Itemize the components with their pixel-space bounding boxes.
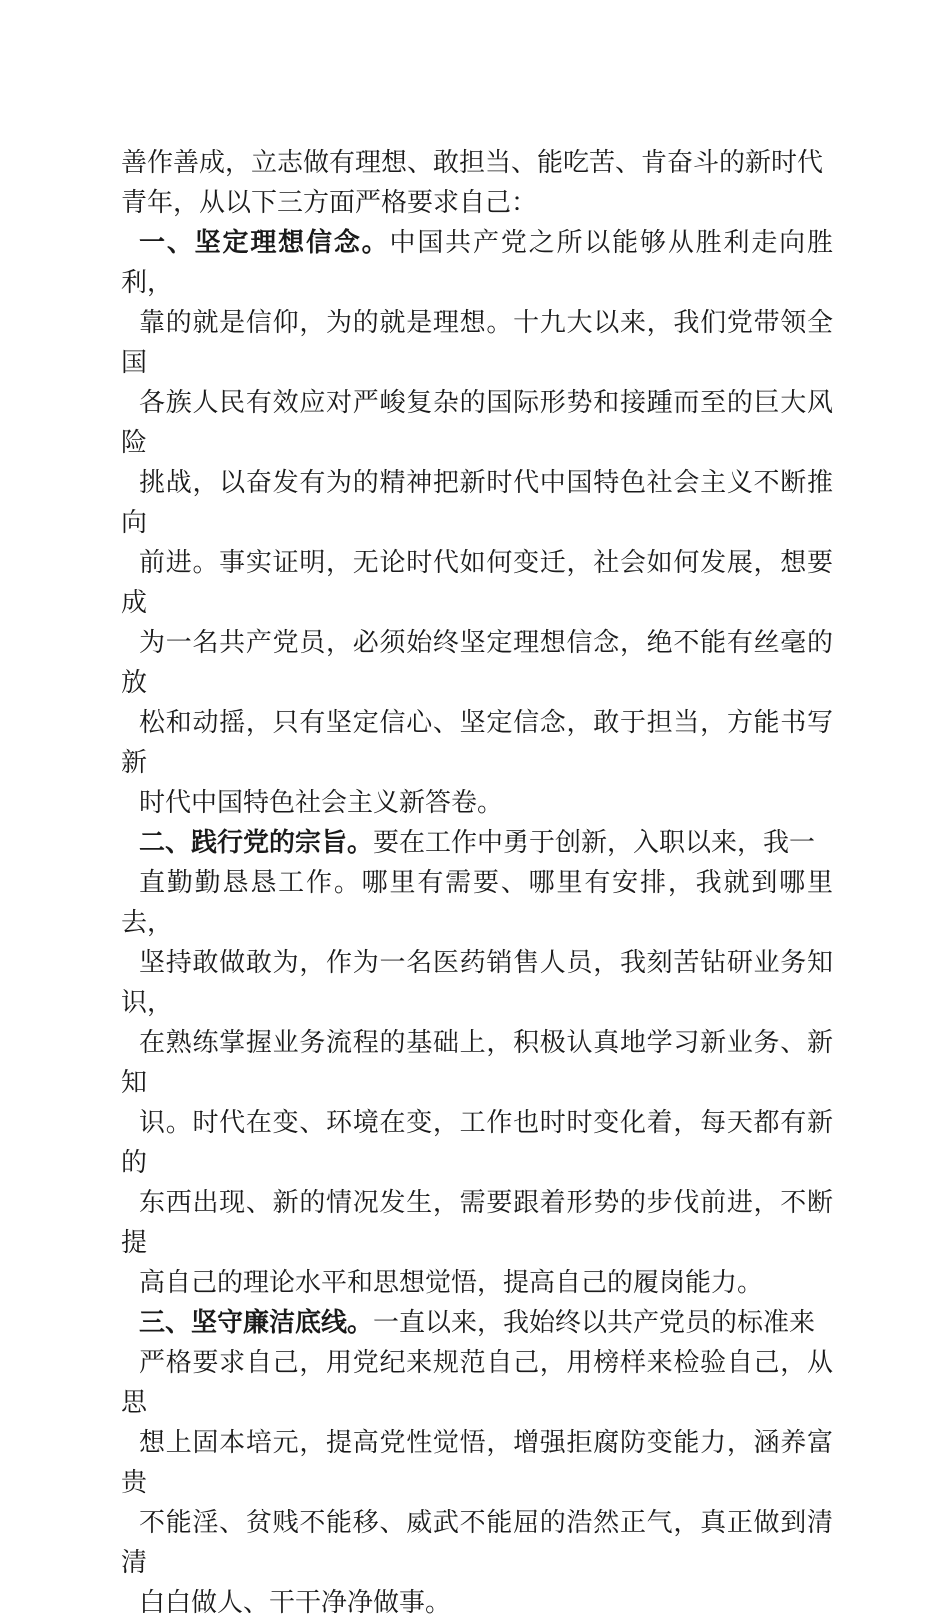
text-line: 善作善成，立志做有理想、敢担当、能吃苦、肯奋斗的新时代 [121, 148, 824, 178]
text-line [121, 223, 833, 303]
paragraph-integrity [121, 1303, 833, 1623]
text-line: 前进。事实证明，无论时代如何变迁，社会如何发展，想要成 [121, 548, 833, 618]
text-fragment: 一直以来，我始终以共产党员的标准来 [373, 1308, 816, 1338]
text-fragment: 要在工作中勇于创新，入职以来，我一 [373, 828, 816, 858]
text-line: 在熟练掌握业务流程的基础上，积极认真地学习新业务、新知 [121, 1028, 833, 1098]
paragraph-ideals [121, 223, 833, 823]
text-line: 靠的就是信仰，为的就是理想。十九大以来，我们党带领全国 [121, 308, 833, 378]
text-line [121, 823, 833, 863]
text-line: 为一名共产党员，必须始终坚定理想信念，绝不能有丝毫的放 [121, 628, 833, 698]
text-line: 松和动摇，只有坚定信心、坚定信念，敢于担当，方能书写新 [121, 708, 833, 778]
text-line: 东西出现、新的情况发生，需要跟着形势的步伐前进，不断提 [121, 1188, 833, 1258]
text-line: 青年，从以下三方面严格要求自己： [121, 188, 538, 218]
text-line: 白白做人、干干净净做事。 [139, 1588, 452, 1618]
section-heading-ideals: 一、坚定理想信念。 [139, 228, 390, 258]
text-line: 挑战，以奋发有为的精神把新时代中国特色社会主义不断推向 [121, 468, 833, 538]
text-line [121, 1303, 833, 1343]
section-heading-purpose: 二、践行党的宗旨。 [139, 828, 374, 858]
paragraph-purpose [121, 823, 833, 1303]
text-line: 各族人民有效应对严峻复杂的国际形势和接踵而至的巨大风险 [121, 388, 833, 458]
text-line: 严格要求自己，用党纪来规范自己，用榜样来检验自己，从思 [121, 1348, 833, 1418]
text-line: 识。时代在变、环境在变，工作也时时变化着，每天都有新的 [121, 1108, 833, 1178]
text-line: 不能淫、贫贱不能移、威武不能屈的浩然正气，真正做到清清 [121, 1508, 833, 1578]
text-line: 直勤勤恳恳工作。哪里有需要、哪里有安排，我就到哪里去， [121, 868, 833, 938]
text-line: 时代中国特色社会主义新答卷。 [139, 788, 504, 818]
paragraph-intro [121, 143, 833, 223]
section-heading-integrity: 三、坚守廉洁底线。 [139, 1308, 374, 1338]
text-line: 高自己的理论水平和思想觉悟，提高自己的履岗能力。 [139, 1268, 764, 1298]
text-fragment: 中国共产党之所以能够从胜利走向胜利， [121, 228, 833, 298]
text-line: 想上固本培元，提高党性觉悟，增强拒腐防变能力，涵养富贵 [121, 1428, 833, 1498]
text-line: 坚持敢做敢为，作为一名医药销售人员，我刻苦钻研业务知识， [121, 948, 833, 1018]
document-body [121, 143, 833, 1623]
